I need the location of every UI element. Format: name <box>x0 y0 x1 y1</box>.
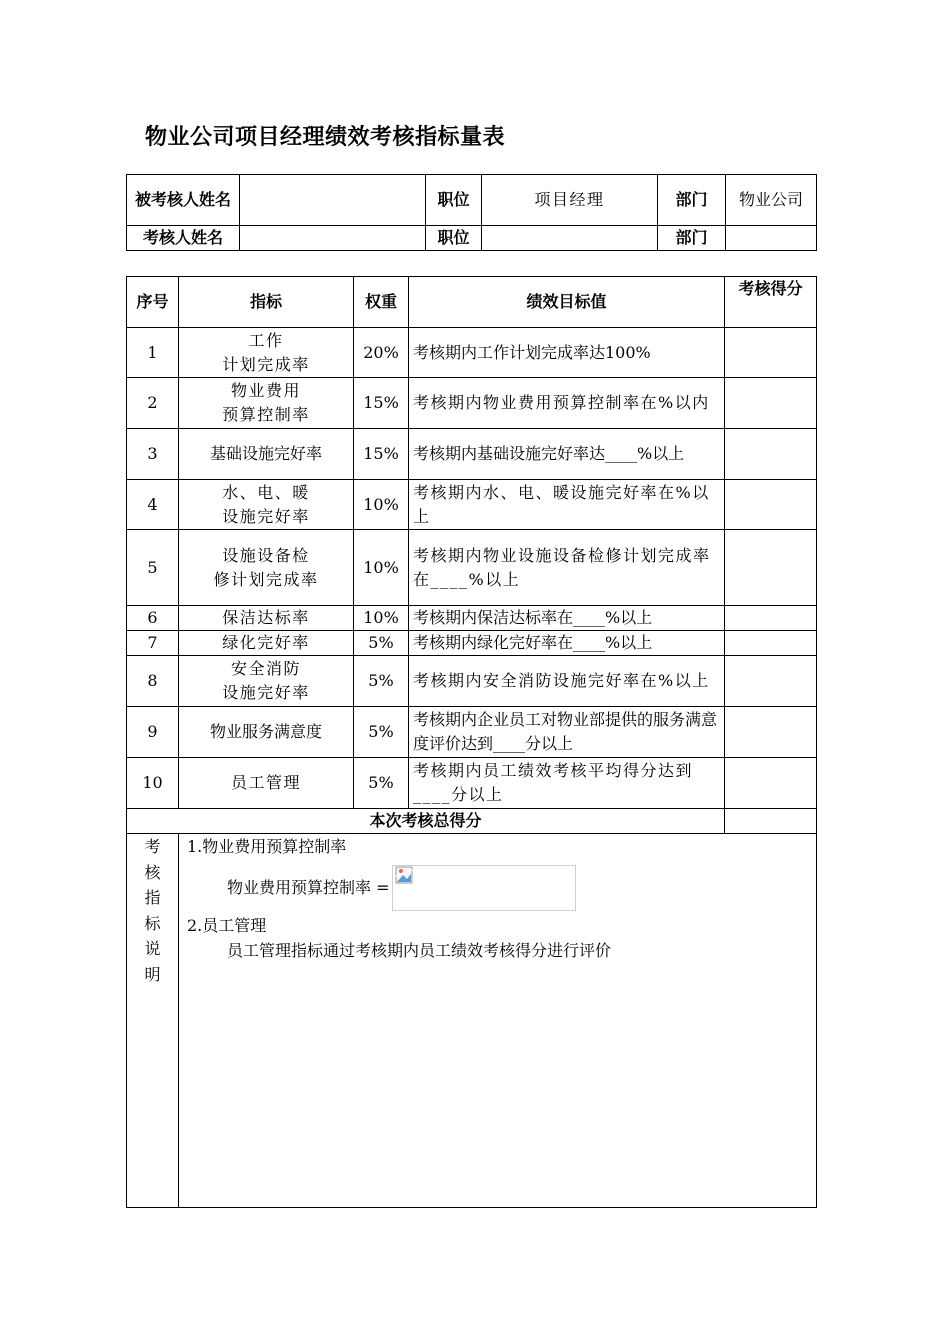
col-header-indicator: 指标 <box>179 277 354 328</box>
row-weight: 10% <box>354 530 409 606</box>
row-indicator: 保洁达标率 <box>179 606 354 631</box>
col-header-seq: 序号 <box>127 277 179 328</box>
table-row <box>127 328 817 378</box>
row-weight: 5% <box>354 631 409 656</box>
department-field-2[interactable] <box>726 226 817 251</box>
row-score-cell[interactable] <box>725 656 817 707</box>
col-header-score: 考核得分 <box>725 277 817 328</box>
department-value: 物业公司 <box>726 175 817 226</box>
row-target: 考核期内员工绩效考核平均得分达到____分以上 <box>409 758 725 809</box>
row-indicator: 工作 计划完成率 <box>179 328 354 378</box>
table-row <box>127 429 817 480</box>
row-indicator: 员工管理 <box>179 758 354 809</box>
row-weight: 20% <box>354 328 409 378</box>
notes-row <box>127 834 817 1208</box>
position-label: 职位 <box>426 175 482 226</box>
row-no: 6 <box>127 606 179 631</box>
col-header-target: 绩效目标值 <box>409 277 725 328</box>
row-weight: 5% <box>354 707 409 758</box>
header-info-table <box>126 174 817 251</box>
position-value: 项目经理 <box>482 175 658 226</box>
page-title: 物业公司项目经理绩效考核指标量表 <box>145 125 506 150</box>
row-score-cell[interactable] <box>725 530 817 606</box>
row-weight: 15% <box>354 429 409 480</box>
department-label: 部门 <box>658 175 726 226</box>
row-no: 8 <box>127 656 179 707</box>
assessor-name-field[interactable] <box>240 226 426 251</box>
assessee-name-field[interactable] <box>240 175 426 226</box>
row-indicator: 安全消防 设施完好率 <box>179 656 354 707</box>
row-target: 考核期内基础设施完好率达____%以上 <box>409 429 725 480</box>
row-weight: 10% <box>354 606 409 631</box>
row-target: 考核期内物业设施设备检修计划完成率在____%以上 <box>409 530 725 606</box>
row-score-cell[interactable] <box>725 480 817 530</box>
row-no: 1 <box>127 328 179 378</box>
row-target: 考核期内工作计划完成率达100% <box>409 328 725 378</box>
table-row <box>127 631 817 656</box>
table-header-row <box>127 277 817 328</box>
table-row <box>127 480 817 530</box>
row-score-cell[interactable] <box>725 631 817 656</box>
department-label-2: 部门 <box>658 226 726 251</box>
row-indicator: 物业服务满意度 <box>179 707 354 758</box>
table-row <box>127 606 817 631</box>
assessor-name-label: 考核人姓名 <box>127 226 240 251</box>
table-row <box>127 707 817 758</box>
row-score-cell[interactable] <box>725 429 817 480</box>
note-item-1-title: 1.物业费用预算控制率 <box>187 837 347 856</box>
row-score-cell[interactable] <box>725 378 817 429</box>
row-no: 7 <box>127 631 179 656</box>
row-no: 9 <box>127 707 179 758</box>
row-target: 考核期内水、电、暖设施完好率在%以上 <box>409 480 725 530</box>
row-indicator: 物业费用 预算控制率 <box>179 378 354 429</box>
notes-side-label: 考核指标说明 <box>127 834 179 1208</box>
row-indicator: 水、电、暖 设施完好率 <box>179 480 354 530</box>
row-score-cell[interactable] <box>725 328 817 378</box>
row-weight: 5% <box>354 656 409 707</box>
broken-image-icon <box>395 866 413 884</box>
kpi-table <box>126 276 817 1208</box>
row-weight: 15% <box>354 378 409 429</box>
row-indicator: 绿化完好率 <box>179 631 354 656</box>
total-score-cell[interactable] <box>725 809 817 834</box>
col-header-weight: 权重 <box>354 277 409 328</box>
assessee-name-label: 被考核人姓名 <box>127 175 240 226</box>
notes-body <box>179 834 817 1208</box>
row-target: 考核期内企业员工对物业部提供的服务满意度评价达到____分以上 <box>409 707 725 758</box>
table-row <box>127 530 817 606</box>
row-no: 2 <box>127 378 179 429</box>
formula-image <box>392 865 576 911</box>
position-label-2: 职位 <box>426 226 482 251</box>
row-score-cell[interactable] <box>725 758 817 809</box>
row-target: 考核期内绿化完好率在____%以上 <box>409 631 725 656</box>
total-score-label: 本次考核总得分 <box>127 809 725 834</box>
formula-line <box>227 865 808 911</box>
row-score-cell[interactable] <box>725 606 817 631</box>
row-target: 考核期内保洁达标率在____%以上 <box>409 606 725 631</box>
row-score-cell[interactable] <box>725 707 817 758</box>
row-no: 10 <box>127 758 179 809</box>
row-indicator: 基础设施完好率 <box>179 429 354 480</box>
row-no: 4 <box>127 480 179 530</box>
row-target: 考核期内物业费用预算控制率在%以内 <box>409 378 725 429</box>
table-row <box>127 378 817 429</box>
position-field-2[interactable] <box>482 226 658 251</box>
total-score-row <box>127 809 817 834</box>
row-no: 3 <box>127 429 179 480</box>
row-indicator: 设施设备检 修计划完成率 <box>179 530 354 606</box>
row-weight: 10% <box>354 480 409 530</box>
row-no: 5 <box>127 530 179 606</box>
row-weight: 5% <box>354 758 409 809</box>
note-item-2-text: 员工管理指标通过考核期内员工绩效考核得分进行评价 <box>227 941 612 960</box>
row-target: 考核期内安全消防设施完好率在%以上 <box>409 656 725 707</box>
table-row <box>127 656 817 707</box>
note-item-2-title: 2.员工管理 <box>187 916 267 935</box>
formula-label: 物业费用预算控制率 = <box>227 878 390 897</box>
table-row <box>127 758 817 809</box>
